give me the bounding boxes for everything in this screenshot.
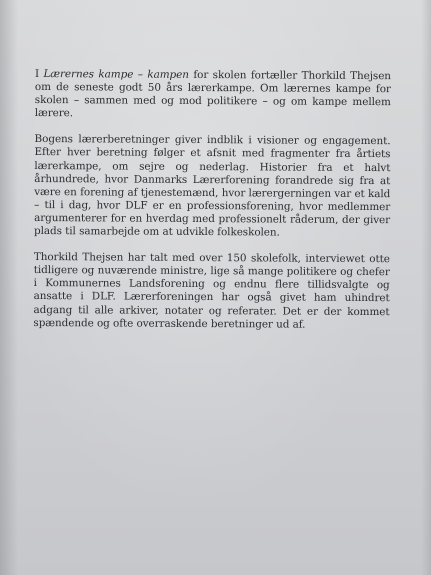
blurb-text bbox=[33, 68, 391, 345]
right-shadow bbox=[421, 0, 431, 575]
paragraph-1-pre: I bbox=[34, 68, 44, 81]
book-title-italic: Lærernes kampe – kampen bbox=[43, 68, 189, 81]
paragraph-2: Bogens lærerberetninger giver indblik i visioner og engagement. Efter hver beretning følger et afsnit med fragmenter fra årtiets lærerkampe, om sejre og nederlag. Historier fra et halvt århundrede, hvor Danmarks Lærerforening forandrede sig fra at være en forening af tjenestemænd, hvor lærergerningen var et kald – til i dag, hvor DLF er en professionsforening, hvor medlemmer argumenterer for en hverdag med professionelt råderum, der giver plads til samarbejde om at udvikle folkeskolen. bbox=[33, 133, 391, 239]
left-shadow bbox=[0, 0, 18, 575]
paragraph-1 bbox=[35, 68, 391, 123]
paragraph-1-post: for skolen fortæller Thorkild Thejsen om de seneste godt 50 års lærerkampe. Om lærernes kampe for skolen – sammen med og mod politikere – og om kampe mellem lærere. bbox=[34, 68, 391, 120]
paragraph-3: Thorkild Thejsen har talt med over 150 skolefolk, interviewet otte tidligere og nuværende ministre, lige så mange politikere og chefer i Kommunernes Landsforening og endnu flere tillidsvalgte og ansatte i DLF. Lærerforeningen har også givet ham uhindret adgang til alle arkiver, notater og referater. Det er der kommet spændende og ofte overraskende beretninger ud af. bbox=[33, 251, 390, 331]
